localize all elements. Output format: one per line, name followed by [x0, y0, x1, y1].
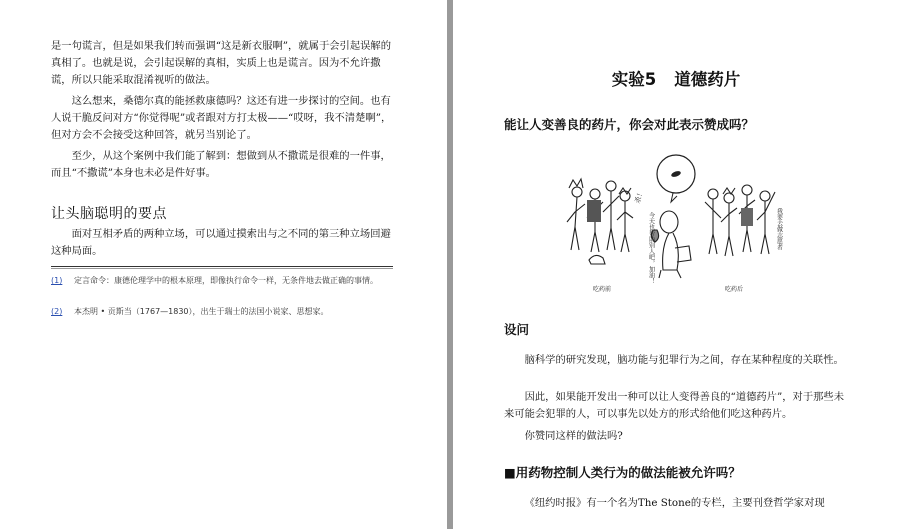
speech-left: 杀！	[633, 188, 646, 205]
speech-right: 我要去做志愿者	[775, 208, 783, 250]
footnote-link-1[interactable]: (1)	[51, 276, 63, 285]
section-paragraph: 面对互相矛盾的两种立场，可以通过摸索出与之不同的第三种立场回避这种局面。	[51, 228, 391, 257]
footnote-link-2[interactable]: (2)	[51, 307, 63, 316]
footnote-text-2: 本杰明 • 贡斯当（1767—1830），出生于瑞士的法国小说家、思想家。	[74, 307, 329, 316]
footnote-1	[51, 275, 396, 287]
right-paragraph-1: 脑科学的研究发现，脑功能与犯罪行为之间，存在某种程度的关联性。	[524, 354, 844, 366]
left-page	[0, 0, 447, 529]
bubble-text: 今天也帮助别人吧，加油！	[647, 212, 655, 284]
footnote-text-1: 定言命令：康德伦理学中的根本原理，即像执行命令一样，无条件地去做正确的事情。	[74, 276, 378, 285]
moral-pill-illustration	[565, 152, 795, 300]
right-paragraph-2: 因此，如果能开发出一种可以让人变得善良的“道德药片”，对于那些未来可能会犯罪的人，可以事先以处方的形式给他们吃这种药片。	[504, 391, 845, 420]
footnote-divider	[51, 266, 393, 269]
chapter-label: 实验5	[611, 70, 657, 89]
chapter-name: 道德药片	[674, 70, 741, 89]
caption-after: 吃药后	[725, 286, 744, 293]
chapter-title	[453, 66, 899, 90]
right-paragraph-4: 《纽约时报》有一个名为The Stone的专栏，主要刊登哲学家对现	[524, 497, 825, 509]
right-paragraph-3: 你赞同这样的做法吗?	[524, 430, 623, 442]
paragraph-1: 是一句谎言，但是如果我们转而强调“这是新衣服啊”，就属于会引起误解的真相了。也就是说，会引起误解的真相，实质上也是谎言。因为不允许撒谎，所以只能采取混淆视听的做法。	[51, 40, 392, 86]
chapter-question: 能让人变善良的药片，你会对此表示赞成吗？	[504, 117, 755, 132]
paragraph-2: 这么想来，桑德尔真的能拯救康德吗？这还有进一步探讨的空间。也有人说干脆反问对方“你觉得呢”或者跟对方打太极——“哎呀，我不清楚啊”，但对方会不会接受这种回答，就另当别论了。	[51, 95, 392, 141]
right-page	[453, 0, 899, 529]
section-heading-question: 设问	[504, 322, 530, 337]
section-heading-drug-control: ■用药物控制人类行为的做法能被允许吗？	[504, 465, 741, 480]
footnote-2	[51, 306, 396, 318]
paragraph-3: 至少，从这个案例中我们能了解到：想做到从不撒谎是很难的一件事，而且“不撒谎”本身也未必是件好事。	[51, 150, 391, 179]
section-heading: 让头脑聪明的要点	[51, 206, 167, 222]
caption-before: 吃药前	[593, 286, 612, 293]
